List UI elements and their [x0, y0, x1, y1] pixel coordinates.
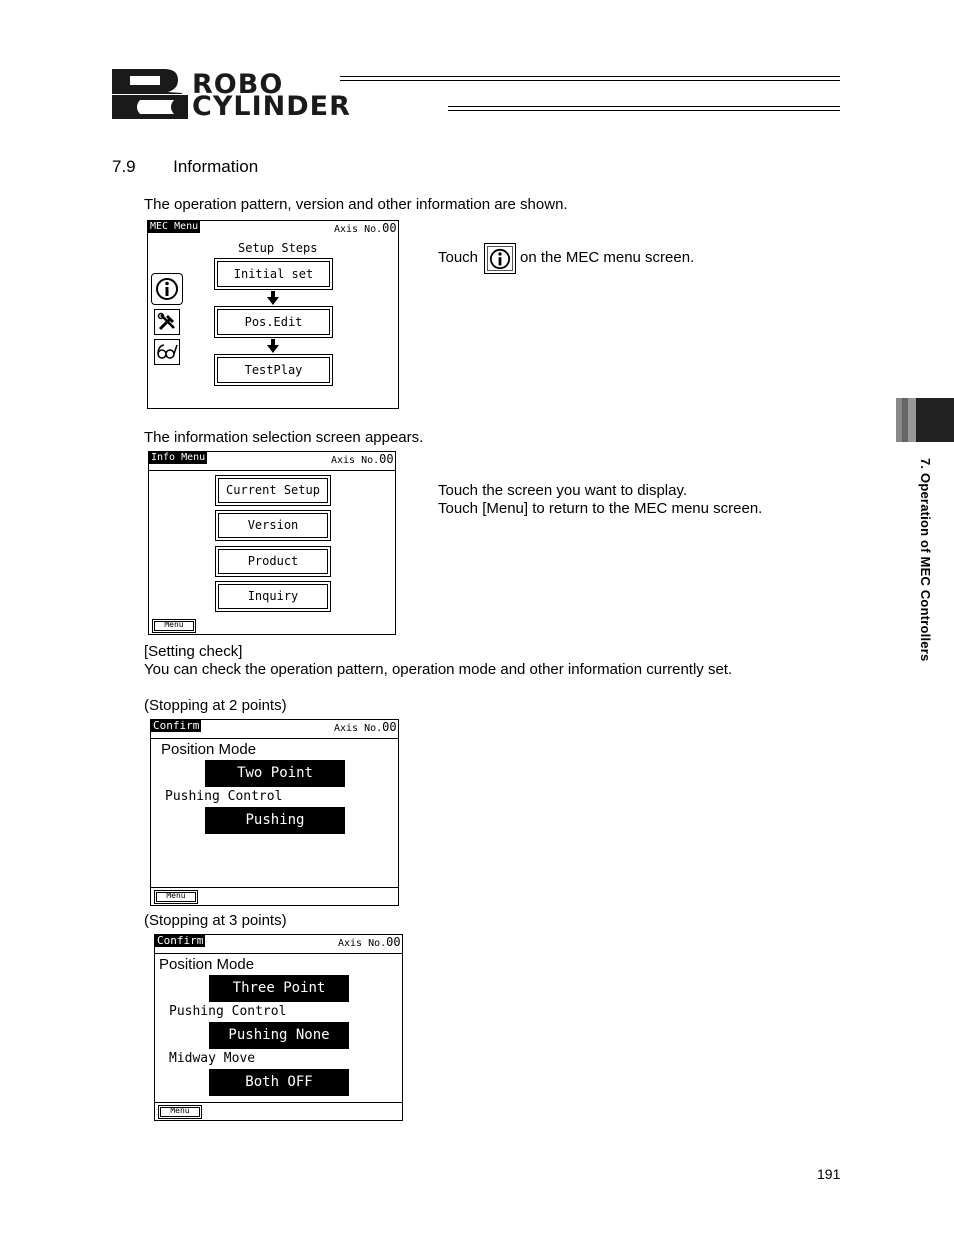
section-title: Information: [173, 157, 259, 176]
pushing-control-label: Pushing Control: [169, 1004, 287, 1019]
screen-title: Confirm: [153, 719, 200, 732]
product-button[interactable]: Product: [215, 546, 331, 577]
pos-edit-button[interactable]: Pos.Edit: [214, 306, 333, 338]
axis-number: Axis No.00: [334, 221, 397, 235]
confirm-screen-two-points: [150, 719, 399, 906]
intro-text: The operation pattern, version and other information are shown.: [144, 196, 568, 213]
midway-move-label: Midway Move: [169, 1051, 256, 1066]
position-mode-value: Three Point: [209, 975, 349, 1002]
rc-logo-mark: [112, 69, 188, 119]
info-button[interactable]: [151, 273, 183, 305]
tools-button[interactable]: [154, 309, 180, 335]
midway-move-value: Both OFF: [209, 1069, 349, 1096]
position-mode-label: Position Mode: [161, 741, 257, 758]
mec-menu-screen: [147, 220, 399, 409]
screen-divider: [151, 738, 398, 739]
chapter-tab-marker: [896, 398, 954, 442]
info-intro-text: The information selection screen appears.: [144, 429, 424, 446]
screen-divider: [155, 953, 402, 954]
instruction-select-screen: Touch the screen you want to display.: [438, 482, 688, 499]
caption-two-points: (Stopping at 2 points): [144, 697, 287, 714]
info-icon: [489, 248, 511, 270]
down-arrow-icon: [267, 345, 279, 353]
position-mode-label: Position Mode: [159, 956, 255, 973]
menu-button[interactable]: Menu: [152, 619, 196, 633]
info-menu-screen: [148, 451, 396, 635]
glasses-button[interactable]: [154, 339, 180, 365]
confirm-screen-three-points: [154, 934, 403, 1121]
logo-word-cylinder: CYLINDER: [192, 91, 351, 122]
inquiry-button[interactable]: Inquiry: [215, 581, 331, 612]
page-number: 191: [817, 1166, 841, 1182]
pushing-control-value: Pushing None: [209, 1022, 349, 1049]
info-icon: [155, 277, 179, 301]
glasses-icon: [156, 342, 178, 362]
pushing-control-value: Pushing: [205, 807, 345, 834]
version-button[interactable]: Version: [215, 510, 331, 541]
header-rule: [340, 76, 840, 77]
position-mode-value: Two Point: [205, 760, 345, 787]
tools-icon: [157, 312, 177, 332]
menu-button[interactable]: Menu: [154, 890, 198, 904]
screen-title: Info Menu: [151, 452, 206, 463]
axis-number: Axis No.00: [334, 720, 397, 734]
axis-number: Axis No.00: [338, 935, 401, 949]
initial-set-button[interactable]: Initial set: [214, 258, 333, 290]
pushing-control-label: Pushing Control: [165, 789, 283, 804]
screen-title: MEC Menu: [150, 221, 199, 232]
screen-divider: [155, 1102, 402, 1103]
screen-divider: [149, 470, 395, 471]
testplay-button[interactable]: TestPlay: [214, 354, 333, 386]
instruction-return-menu: Touch [Menu] to return to the MEC menu screen.: [438, 500, 763, 517]
instruction-touch-info: Touch: [438, 249, 479, 266]
logo-word-robo: ROBO: [192, 69, 284, 100]
menu-button[interactable]: Menu: [158, 1105, 202, 1119]
setup-steps-label: Setup Steps: [238, 241, 318, 255]
section-heading: [112, 157, 258, 177]
caption-three-points: (Stopping at 3 points): [144, 912, 287, 929]
screen-title: Confirm: [157, 934, 204, 947]
header-rule: [340, 80, 840, 81]
axis-number: Axis No.00: [331, 452, 394, 466]
info-button-inline: [484, 243, 516, 274]
header-rule: [448, 106, 840, 107]
screen-divider: [151, 887, 398, 888]
setting-check-heading: [Setting check]: [144, 643, 243, 660]
down-arrow-icon: [267, 297, 279, 305]
header-rule: [448, 110, 840, 111]
setting-check-text: You can check the operation pattern, operation mode and other information currently set.: [144, 661, 733, 678]
current-setup-button[interactable]: Current Setup: [215, 475, 331, 506]
instruction-touch-info-suffix: on the MEC menu screen.: [520, 249, 695, 266]
section-number: 7.9: [112, 157, 136, 176]
chapter-tab-label: 7. Operation of MEC Controllers: [918, 458, 933, 662]
